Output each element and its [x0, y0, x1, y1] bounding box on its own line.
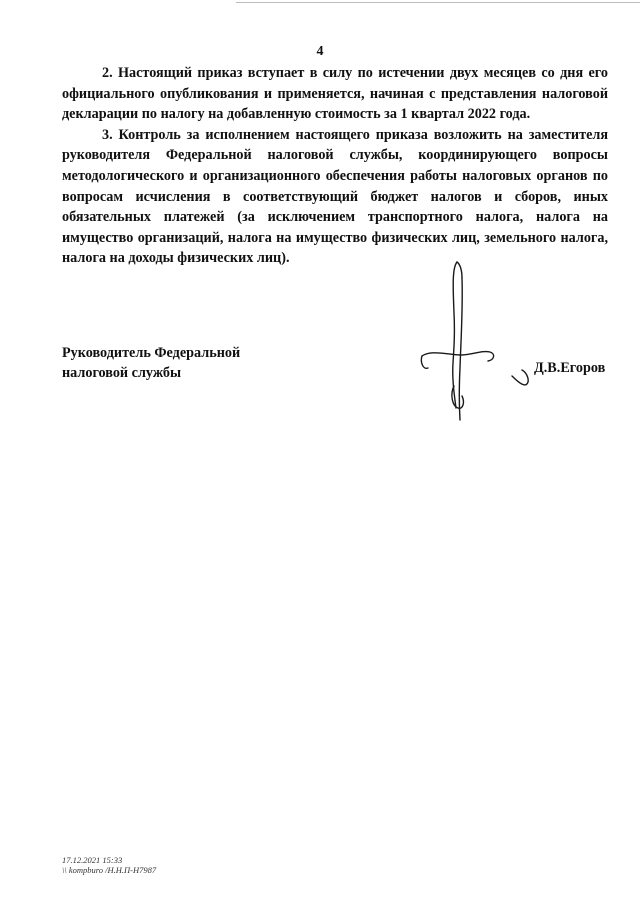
- page-number: 4: [316, 44, 324, 59]
- footer-file-reference: \\ kompburo /Н.Н.П-Н7987: [62, 865, 157, 875]
- signer-name: Д.В.Егоров: [534, 360, 606, 376]
- document-body: [62, 63, 608, 269]
- document-footer: [62, 855, 156, 875]
- paragraph-3: 3. Контроль за исполнением настоящего приказа возложить на заместителя руководителя Федеральной налоговой службы, координирующего вопросы методологического и организационного обеспечения работы налоговых органов по вопросам исчисления в соответствующий бюджет налогов и сборов, иных обязательных платежей (за исключением транспортного налога, налога на имущество организаций, налога на имущество физических лиц, земельного налога, налога на доходы физических лиц).: [62, 126, 608, 267]
- scan-edge-line: [236, 2, 640, 3]
- signer-position-line1: Руководитель Федеральной: [62, 345, 241, 361]
- handwritten-signature: [410, 258, 540, 428]
- paragraph-2: 2. Настоящий приказ вступает в силу по истечении двух месяцев со дня его официального опубликования и применяется, начиная с представления налоговой декларации по налогу на добавленную стоимость за 1 квартал 2022 года.: [62, 65, 608, 123]
- footer-timestamp: 17.12.2021 15:33: [62, 855, 123, 865]
- signer-position-line2: налоговой службы: [62, 365, 182, 381]
- signer-position: [62, 343, 302, 383]
